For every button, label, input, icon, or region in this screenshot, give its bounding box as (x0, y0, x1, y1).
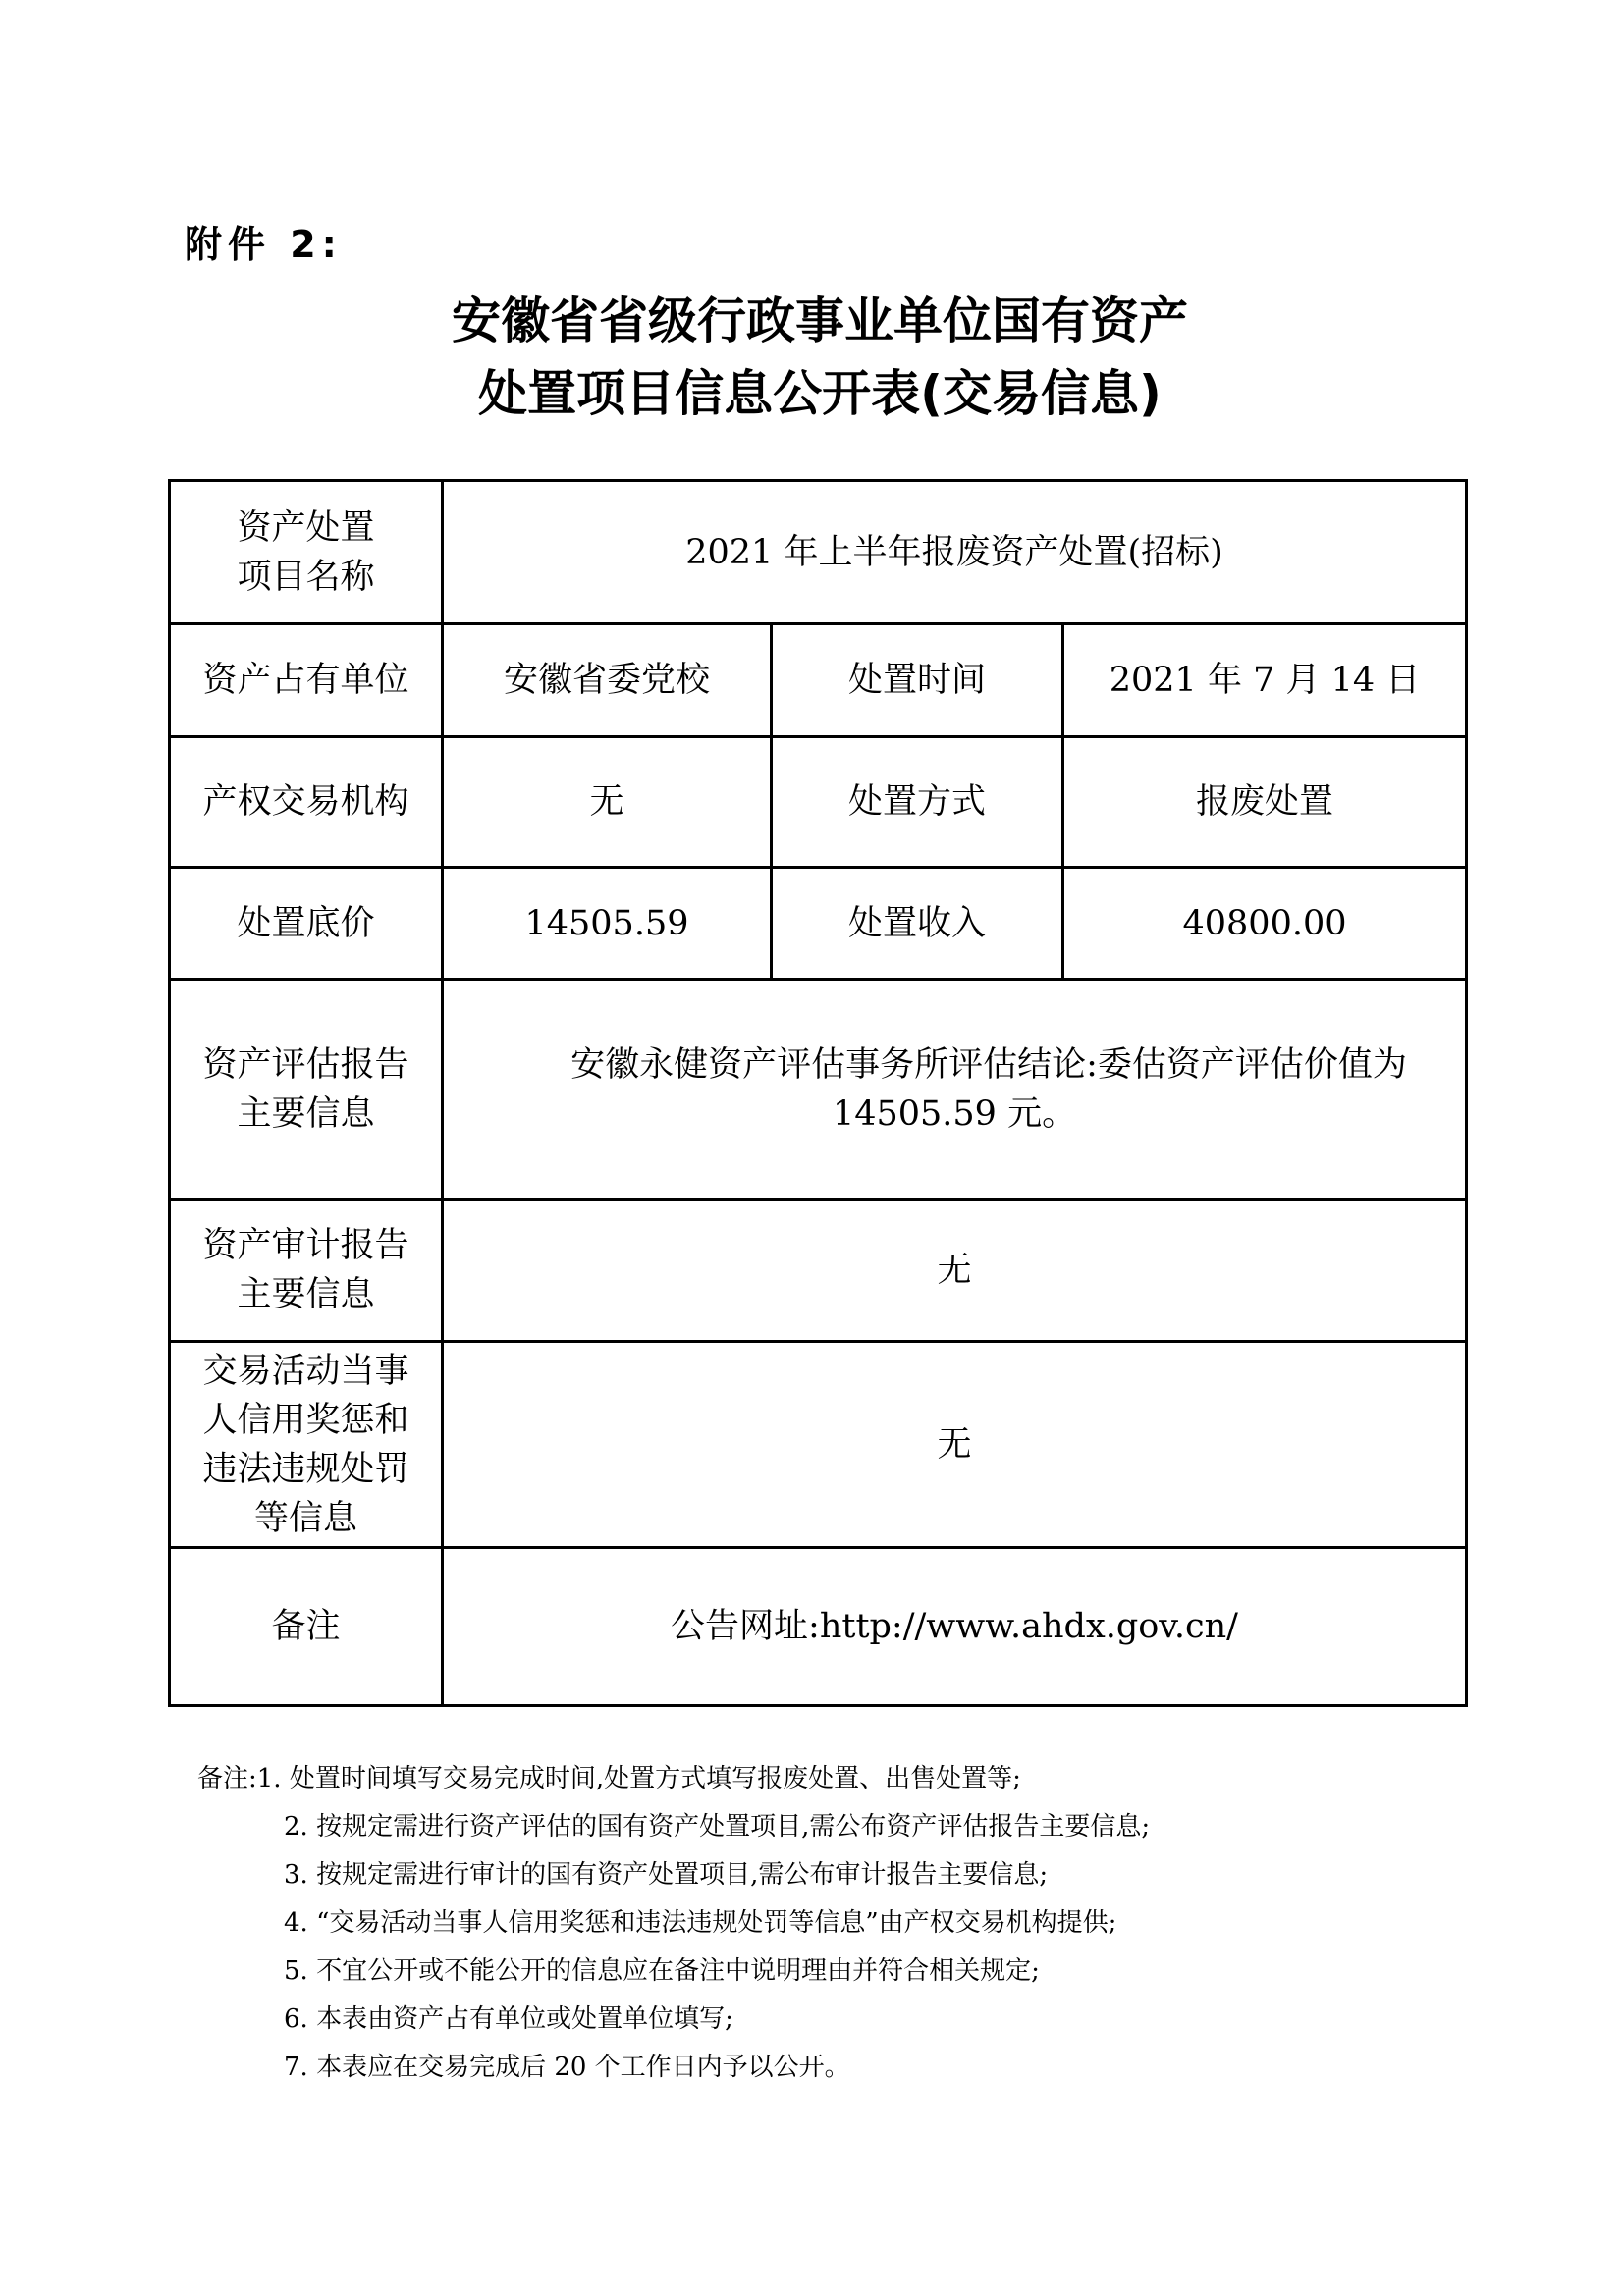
owner-label: 资产占有单位 (170, 624, 443, 737)
project-name-label (170, 481, 443, 624)
appraisal-label (170, 980, 443, 1200)
project-name-value: 2021 年上半年报废资产处置(招标) (443, 481, 1467, 624)
income-label: 处置收入 (772, 868, 1063, 980)
label-line: 主要信息 (237, 1094, 375, 1134)
footnote-item: 4. “交易活动当事人信用奖惩和违法违规处罚等信息”由产权交易机构提供; (284, 1908, 1117, 1938)
disposal-time-value: 2021 年 7 月 14 日 (1063, 624, 1467, 737)
footnote-item (197, 1755, 1150, 1803)
table-row-price (170, 868, 1467, 980)
appraisal-value (443, 980, 1467, 1200)
appraisal-text: 安徽永健资产评估事务所评估结论:委估资产评估价值为 14505.59 元。 (570, 1044, 1407, 1134)
document-title-line-1: 安徽省省级行政事业单位国有资产 (452, 293, 1188, 349)
footnote-item: 7. 本表应在交易完成后 20 个工作日内予以公开。 (284, 2053, 850, 2082)
base-price-value: 14505.59 (443, 868, 772, 980)
label-line: 主要信息 (237, 1275, 375, 1314)
table-row-audit (170, 1200, 1467, 1342)
income-value: 40800.00 (1063, 868, 1467, 980)
footnote-item: 2. 按规定需进行资产评估的国有资产处置项目,需公布资产评估报告主要信息; (284, 1812, 1151, 1842)
audit-label (170, 1200, 443, 1342)
table-row-appraisal (170, 980, 1467, 1200)
exchange-label: 产权交易机构 (170, 737, 443, 868)
label-line: 违法违规处罚 (202, 1449, 409, 1489)
table-row-remark (170, 1548, 1467, 1706)
label-line: 资产处置 (237, 507, 375, 548)
method-label: 处置方式 (772, 737, 1063, 868)
credit-value: 无 (443, 1342, 1467, 1548)
attachment-label: 附件 2: (185, 223, 343, 266)
disclosure-table (168, 479, 1468, 1707)
footnote-item: 3. 按规定需进行审计的国有资产处置项目,需公布审计报告主要信息; (284, 1860, 1049, 1890)
table-row-exchange (170, 737, 1467, 868)
remark-label: 备注 (170, 1548, 443, 1706)
label-line: 交易活动当事 (202, 1351, 409, 1391)
owner-value: 安徽省委党校 (443, 624, 772, 737)
table-row-owner (170, 624, 1467, 737)
footnote-prefix: 备注: (197, 1764, 257, 1793)
label-line: 项目名称 (237, 557, 375, 597)
label-line: 等信息 (253, 1498, 357, 1538)
table-row-project-name (170, 481, 1467, 624)
disposal-time-label: 处置时间 (772, 624, 1063, 737)
footnote-item: 6. 本表由资产占有单位或处置单位填写; (284, 2004, 733, 2034)
footnotes (197, 1755, 1150, 2092)
footnote-item: 5. 不宜公开或不能公开的信息应在备注中说明理由并符合相关规定; (284, 1956, 1040, 1986)
table-row-credit (170, 1342, 1467, 1548)
exchange-value: 无 (443, 737, 772, 868)
footnote-text: 1. 处置时间填写交易完成时间,处置方式填写报废处置、出售处置等; (256, 1764, 1021, 1793)
audit-value: 无 (443, 1200, 1467, 1342)
remark-value: 公告网址:http://www.ahdx.gov.cn/ (443, 1548, 1467, 1706)
method-value: 报废处置 (1063, 737, 1467, 868)
label-line: 资产审计报告 (202, 1226, 409, 1265)
label-line: 资产评估报告 (202, 1044, 409, 1085)
credit-label (170, 1342, 443, 1548)
document-title-line-2: 处置项目信息公开表(交易信息) (478, 365, 1162, 422)
label-line: 人信用奖惩和 (202, 1400, 409, 1440)
base-price-label: 处置底价 (170, 868, 443, 980)
